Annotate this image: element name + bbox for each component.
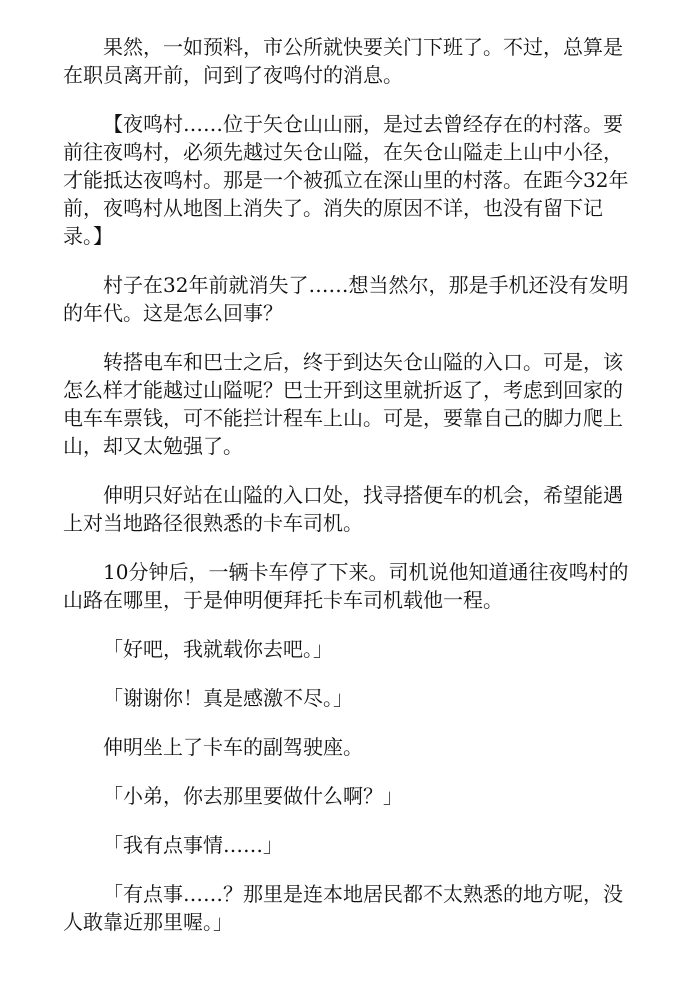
dialogue-10: 「小弟，你去那里要做什么啊？」: [103, 784, 403, 808]
paragraph-4: 转搭电车和巴士之后，终于到达矢仓山隘的入口。可是，该怎么样才能越过山隘呢？巴士开到这里就折返了，考虑到回家的电车车票钱，可不能拦计程车上山。可是，要靠自己的脚力爬上山，却又太勉强了。: [63, 350, 623, 458]
paragraph-9: 伸明坐上了卡车的副驾驶座。: [103, 735, 363, 759]
paragraph-3: 村子在32年前就消失了……想当然尔，那是手机还没有发明的年代。这是怎么回事？: [63, 273, 629, 325]
dialogue-8: 「谢谢你！真是感激不尽。」: [103, 686, 353, 710]
paragraph-6: 10分钟后，一辆卡车停了下来。司机说他知道通往夜鸣村的山路在哪里，于是伸明便拜托卡车司机载他一程。: [63, 560, 629, 612]
paragraph-2: 【夜鸣村……位于矢仓山山丽，是过去曾经存在的村落。要前往夜鸣村，必须先越过矢仓山隘，在矢仓山隘走上山中小径，才能抵达夜鸣村。那是一个被孤立在深山里的村落。在距今32年前，夜鸣村从地图上消失了。消失的原因不详，也没有留下记录。】: [63, 112, 629, 248]
dialogue-12: 「有点事……？那里是连本地居民都不太熟悉的地方呢，没人敢靠近那里喔。」: [63, 882, 623, 934]
paragraph-1: 果然，一如预料，市公所就快要关门下班了。不过，总算是在职员离开前，问到了夜鸣付的消息。: [63, 35, 623, 87]
paragraph-5: 伸明只好站在山隘的入口处，找寻搭便车的机会，希望能遇上对当地路径很熟悉的卡车司机。: [63, 483, 623, 535]
dialogue-7: 「好吧，我就载你去吧。」: [103, 637, 333, 661]
dialogue-11: 「我有点事情……」: [103, 833, 283, 857]
